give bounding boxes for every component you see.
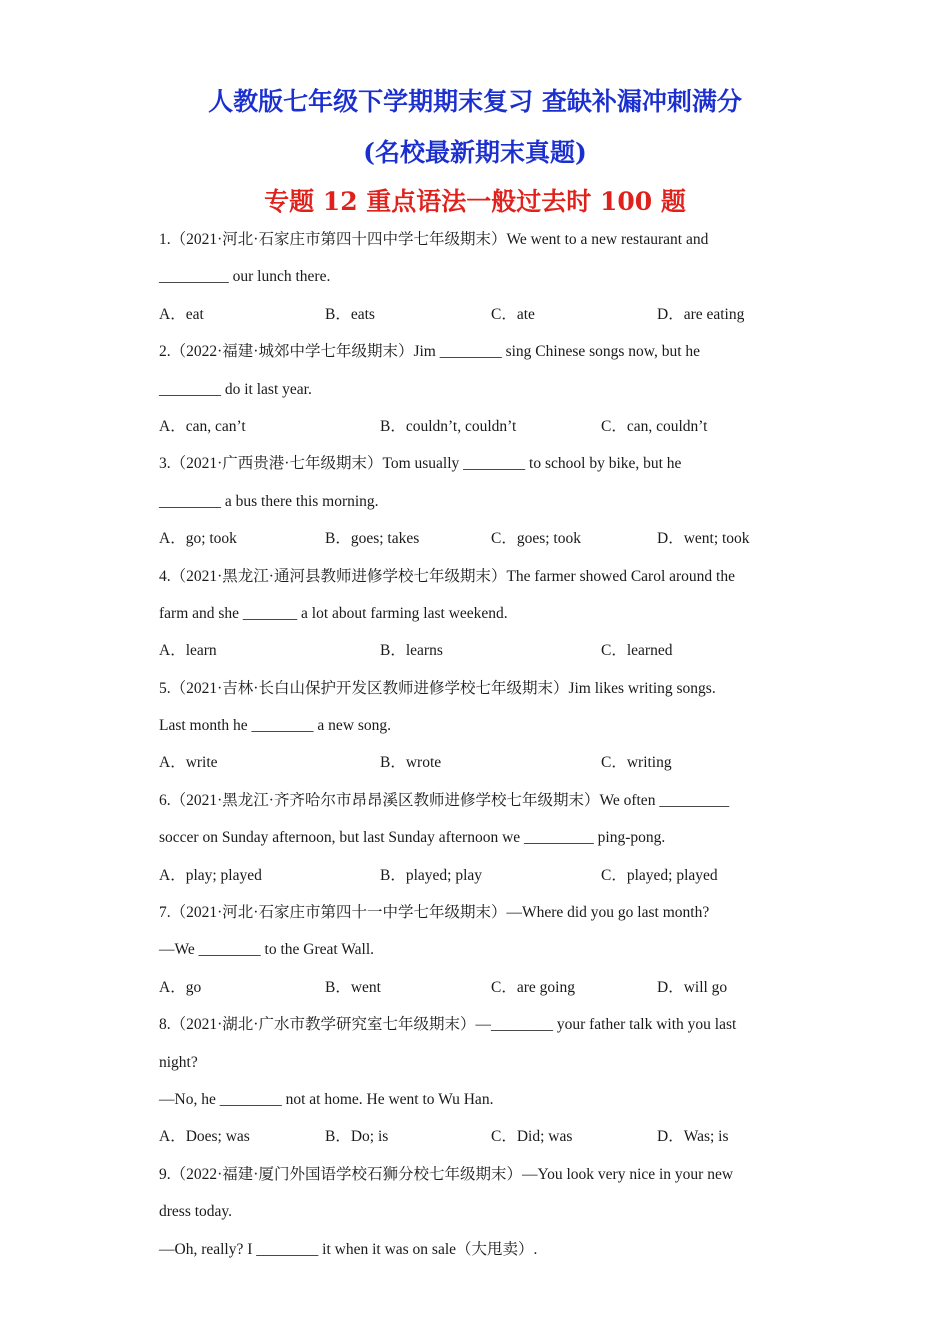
answer-options [159,862,799,899]
question-item [159,450,799,562]
answer-option: A．can, can’t [159,417,246,435]
question-text: 4.（2021·黑龙江·通河县教师进修学校七年级期末）The farmer showed Carol around the [159,567,735,585]
answer-option: C．Did; was [491,1128,573,1146]
question-text: 8.（2021·湖北·广水市教学研究室七年级期末）—________ your father talk with you last [159,1016,737,1034]
answer-option: D．are eating [657,305,745,323]
question-text: ________ a bus there this morning. [159,492,379,510]
answer-option: B．played; play [380,866,483,884]
answer-option: B．Do; is [325,1128,389,1146]
answer-option: A．learn [159,642,217,660]
answer-option: B．learns [380,642,443,660]
answer-option: C．learned [601,642,673,660]
question-text: —No, he ________ not at home. He went to Wu Han. [159,1090,494,1108]
question-text: night? [159,1053,198,1071]
question-item [159,1161,799,1273]
question-text: 7.（2021·河北·石家庄市第四十一中学七年级期末）—Where did you go last month? [159,904,710,922]
answer-option: B．goes; takes [325,530,420,548]
question-list [159,226,799,1273]
answer-options [159,749,799,786]
answer-option: B．eats [325,305,375,323]
answer-option: B．went [325,978,381,996]
question-text: ________ do it last year. [159,380,312,398]
page-title-sub: (名校最新期末真题) [363,138,587,167]
answer-option: A．write [159,754,218,772]
question-item [159,675,799,787]
topic-heading: 专题 12 重点语法一般过去时 100 题 [264,187,686,216]
question-item [159,226,799,338]
question-text: 6.（2021·黑龙江·齐齐哈尔市昂昂溪区教师进修学校七年级期末）We often _________ [159,791,730,809]
page-title: 人教版七年级下学期期末复习 查缺补漏冲刺满分 [208,87,742,116]
answer-options [159,637,799,674]
answer-option: A．go; took [159,530,237,548]
question-item [159,787,799,899]
answer-option: C．are going [491,978,575,996]
answer-option: A．eat [159,305,204,323]
question-item [159,338,799,450]
answer-option: D．Was; is [657,1128,729,1146]
answer-option: B．couldn’t, couldn’t [380,417,517,435]
answer-options [159,413,799,450]
question-text: soccer on Sunday afternoon, but last Sunday afternoon we _________ ping-pong. [159,829,666,847]
answer-option: D．will go [657,978,728,996]
answer-option: A．Does; was [159,1128,250,1146]
answer-options [159,525,799,562]
question-item [159,1011,799,1161]
question-text: dress today. [159,1203,233,1221]
answer-option: A．play; played [159,866,262,884]
answer-options [159,974,799,1011]
question-text: 3.（2021·广西贵港·七年级期末）Tom usually ________ to school by bike, but he [159,455,682,473]
answer-option: C．writing [601,754,672,772]
answer-options [159,301,799,338]
answer-option: C．goes; took [491,530,581,548]
answer-options [159,1123,799,1160]
question-item [159,899,799,1011]
question-text: 1.（2021·河北·石家庄市第四十四中学七年级期末）We went to a new restaurant and [159,231,709,248]
answer-option: C．played; played [601,866,718,884]
question-item [159,563,799,675]
answer-option: C．ate [491,305,535,323]
question-text: 9.（2022·福建·厦门外国语学校石狮分校七年级期末）—You look very nice in your new [159,1165,734,1183]
question-text: farm and she _______ a lot about farming last weekend. [159,604,508,622]
answer-option: C．can, couldn’t [601,417,708,435]
answer-option: D．went; took [657,530,750,548]
question-text: _________ our lunch there. [159,268,331,286]
question-text: —Oh, really? I ________ it when it was on sale（大甩卖）. [159,1240,538,1258]
answer-option: A．go [159,978,202,996]
question-text: —We ________ to the Great Wall. [159,941,375,959]
question-text: Last month he ________ a new song. [159,717,392,735]
answer-option: B．wrote [380,754,442,772]
question-text: 5.（2021·吉林·长白山保护开发区教师进修学校七年级期末）Jim likes writing songs. [159,679,716,697]
question-text: 2.（2022·福建·城郊中学七年级期末）Jim ________ sing Chinese songs now, but he [159,343,701,361]
